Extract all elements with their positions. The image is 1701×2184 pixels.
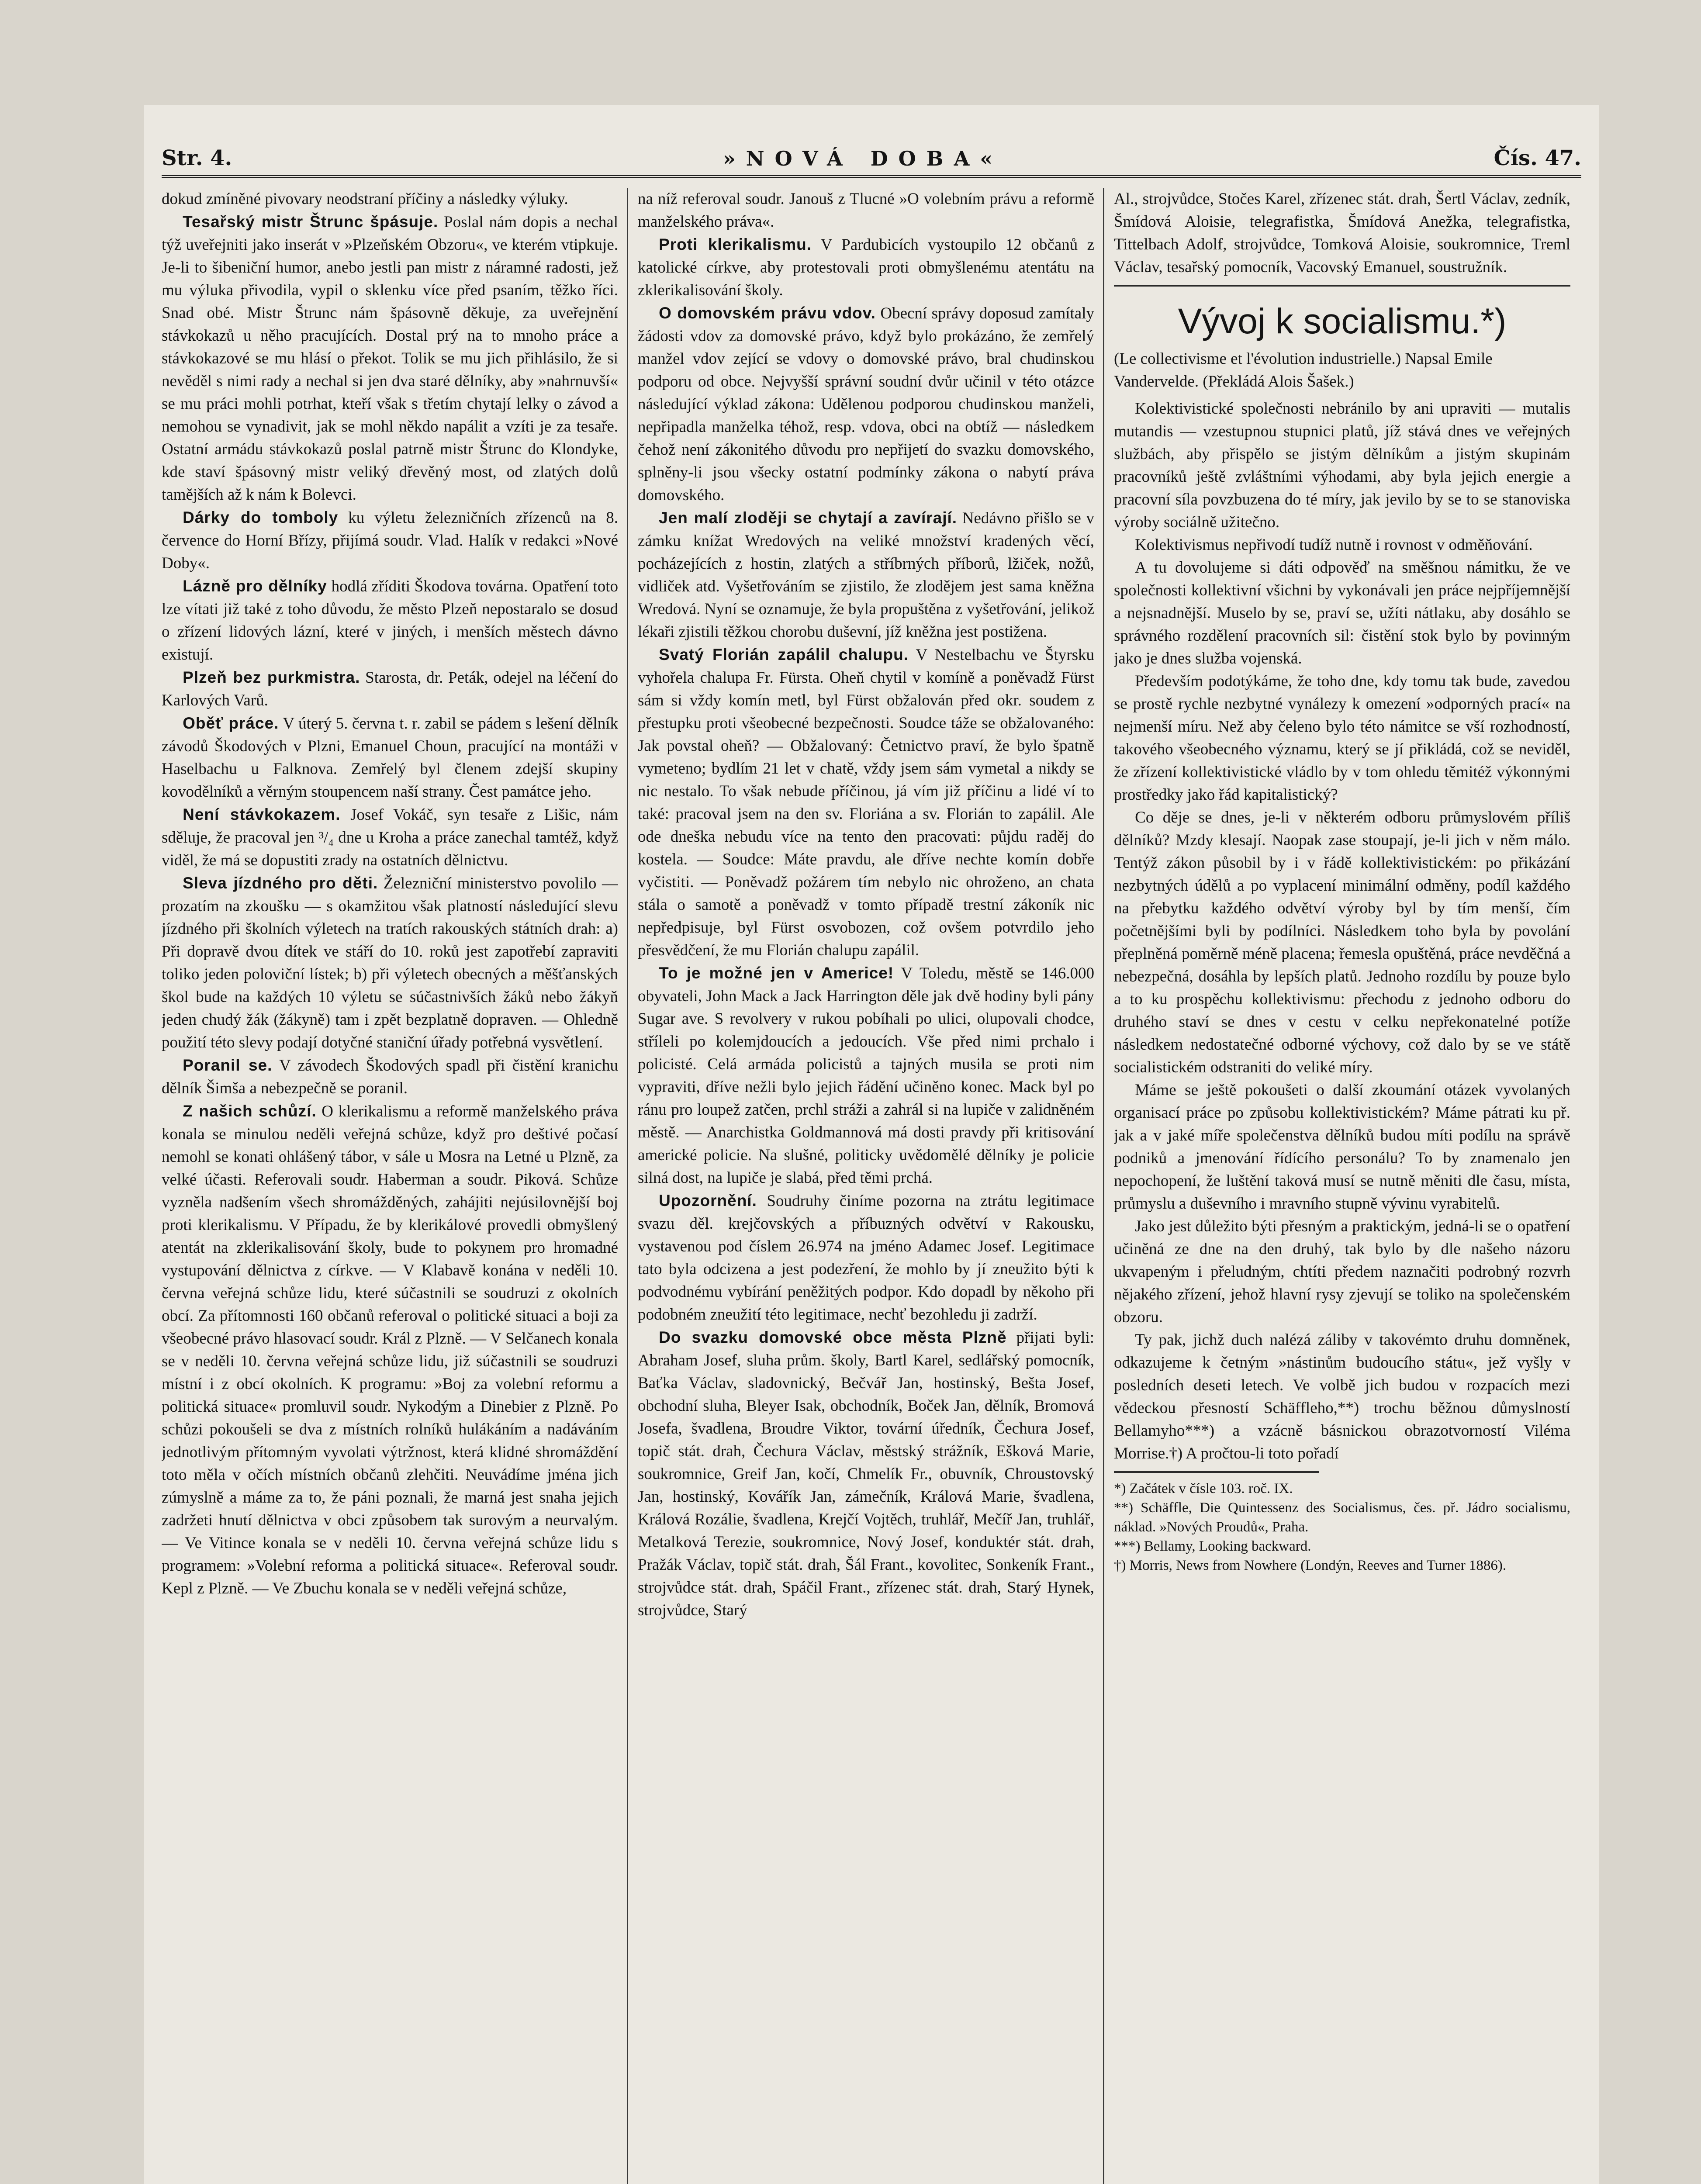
news-item-heading: Sleva jízdného pro děti. — [183, 874, 378, 892]
news-item-text: Starosta, dr. Peták, odejel na léčení do Karlových Varů. — [162, 669, 618, 709]
news-item — [638, 962, 1094, 1189]
article-subtitle: (Le collectivisme et l'évolution industrielle.) Napsal Emile Vandervelde. (Překládá Alois Šašek.) — [1114, 350, 1493, 390]
news-item-text: ku výletu železničních zřízenců na 8. července do Horní Břízy, přijímá soudr. Vlad. Halík v redakci »Nové Doby«. — [162, 509, 618, 572]
news-item — [162, 803, 618, 872]
newspaper-page — [144, 105, 1599, 2184]
article-paragraph: Kolektivismus nepřivodí tudíž nutně i rovnost v odměňování. — [1135, 536, 1533, 554]
footnote: ***) Bellamy, Looking backward. — [1114, 1538, 1311, 1554]
section-rule — [1114, 285, 1570, 287]
column-3-intro: Al., strojvůdce, Stočes Karel, zřízenec stát. drah, Šertl Václav, zedník, Šmídová Aloisie, telegrafistka, Šmídová Anežka, telegrafistka, Tittelbach Adolf, strojvůdce, Tomková Aloisie, soukromnice, Treml Václav, tesařský pomocník, Vacovský Emanuel, soustružník. — [1114, 190, 1570, 276]
news-item-text: dokud zmíněné pivovary neodstraní příčiny a následky výluky. — [162, 190, 568, 208]
issue-number: Čís. 47. — [1494, 146, 1581, 170]
article-title: Vývoj k socialismu.*) — [1178, 301, 1507, 341]
footnote-rule — [1114, 1471, 1319, 1473]
news-item — [638, 188, 1094, 233]
news-item — [638, 507, 1094, 643]
footnote: †) Morris, News from Nowhere (Londýn, Reeves and Turner 1886). — [1114, 1558, 1507, 1573]
news-item-text: O klerikalismu a reformě manželského práva konala se minulou neděli veřejná schůze, když pro deštivé počasí nemohl se konati ohlášený tábor, v sále u Mosra na Letné u Plzně, za velké účasti. Referovali soudr. Haberman a soudr. Piková. Schůze vyzněla nadšením všech shromážděných, zahájiti nejúsilovnější boj proti klerikalismu. V Případu, že by klerikálové provedli obmyšlený atentát na zklerikalisování školy, bude to pokynem pro hromadné vystupování dělnictva z církve. — V Klabavě konána v neděli 10. června veřejná schůze lidu, které súčastnili se soudruzi z okolních obcí. Za přítomnosti 160 občanů referoval o politické situaci a boji za všeobecné právo hlasovací soudr. Král z Plzně. — V Selčanech konala se v neděli 10. června veřejná schůze lidu, již súčastnili se soudruzi místní i z obcí okolních. K programu: »Boj za volební reformu a politická situace« promluvil soudr. Nykodým a Dinebier z Plzně. Po schůzi pokoušeli se dva z místních rolníků hulákáním a nadáváním jednotlivým přítomným vyvolati výtržnost, která klidné shromáždění toto měla v očích místních občanů zlehčiti. Neuvádíme jména jich zúmyslně a máme za to, že páni poznali, že marná jest snaha jejich zadržeti hnutí dělnictva v obci způsobem tak surovým a neurvalým. — Ve Vitince konala se v neděli 10. června veřejná schůze lidu s programem: »Volební reforma a politická situace«. Referoval soudr. Kepl z Plzně. — Ve Zbuchu konala se v neděli veřejná schůze, — [162, 1102, 618, 1597]
news-item-heading: Svatý Florián zapálil chalupu. — [659, 646, 909, 663]
column-3 — [1114, 188, 1570, 2184]
news-item-text: V Nestelbachu ve Štyrsku vyhořela chalupa Fr. Fürsta. Oheň chytil v komíně a poněvadž Fürst sám si vždy komín metl, byl Fürst obžalován před okr. soudem z přestupku proti všeobecné bezpečnosti. Soudce táže se obžalovaného: Jak povstal oheň? — Obžalovaný: Četnictvo praví, že bylo špatně vymeteno; bydlím 21 let v chatě, vždy jsem sám vymetal a nikdy se nic nestalo. To však nebude příčinou, já vím již příčinu a lidé ví to také: pracoval jsem na den sv. Floriána a sv. Florián to zapálil. Ale ode dneška nebudu více na tento den pracovati: půjdu raděj do kostela. — Soudce: Máte pravdu, ale dříve nechte komín dobře vyčistiti. — Poněvadž požárem tím nebylo nic ohroženo, an chata stála o samotě a poněvadž v tomto případě trestní zákoník nic nepředpisuje, byl Fürst osvobozen, což ovšem potvrdilo jeho přesvědčení, že mu Florián chalupu zapálil. — [638, 646, 1094, 959]
news-item — [162, 188, 618, 211]
news-item-heading: Oběť práce. — [183, 714, 279, 732]
news-item-text: přijati byli: Abraham Josef, sluha prům. školy, Bartl Karel, sedlářský pomocník, Baťka Václav, sladovnický, Bečvář Jan, hostinský, Bešta Josef, obchodní sluha, Bleyer Isak, obchodník, Boček Jan, dělník, Bromová Josefa, švadlena, Broudre Viktor, tovární úředník, Čechura Josef, topič stát. drah, Čechura Václav, městský strážník, Ešková Marie, soukromnice, Greif Jan, kočí, Chmelík Fr., obuvník, Chroustovský Jan, hostinský, Kovářík Jan, zámečník, Králová Marie, švadlena, Králová Rozálie, švadlena, Krejčí Vojtěch, truhlář, Mečíř Jan, truhlář, Metalková Terezie, soukromnice, Nový Josef, konduktér stát. drah, Pražák Václav, topič stát. drah, Šál Frant., kovolitec, Sonkeník Frant., strojvůdce stát. drah, Spáčil Frant., zřízenec stát. drah, Starý Hynek, strojvůdce, Starý — [638, 1329, 1094, 1619]
news-item-heading: To je možné jen v Americe! — [659, 964, 894, 982]
article-paragraph: Máme se ještě pokoušeti o další zkoumání otázek vyvolaných organisací práce po způsobu kollektivistickém? Máme pátrati ku př. jak a v jaké míře společenstva dělníků budou míti podílu na správě podniků a jmenování řídícího personálu? To by znamenalo jen nepochopení, že luštění taková musí se nutně měniti dle času, místa, průmyslu a duševního i mravního stupně vývinu vyrabitelů. — [1114, 1081, 1570, 1213]
news-item-heading: Tesařský mistr Štrunc špásuje. — [183, 213, 439, 231]
news-item-text: V Toledu, městě se 146.000 obyvateli, John Mack a Jack Harrington děle jak dvě hodiny byli pány Sugar ave. S revolvery v rukou pobíhali po ulici, olupovali chodce, stříleli po kolemjdoucích a jedoucích. Vše před nimi prchalo i policisté. Celá armáda policistů a tajných musila se proti nim vypraviti, dříve nežli bylo jejich řádění učiněno konec. Mack byl po ránu pro loupež zatčen, prchl stráži a zahrál si na lupiče v zalidněném městě. — Anarchistka Goldmannová má dosti pravdy při kritisování americké policie. Na slušné, politicky uvědomělé dělníky je policie silná dost, na lupiče je slabá, před těmi prchá. — [638, 964, 1094, 1187]
news-item-heading: Dárky do tomboly — [183, 508, 339, 526]
article-paragraph: A tu dovolujeme si dáti odpověď na směšnou námitku, že ve společnosti kollektivní všichni by vykonávali jen práce nejpříjemnější a nejsnadnější. Muselo by se, praví se, užíti nátlaku, aby dosáhlo se správného rozdělení pracovních sil: čistění stok bylo by povinným jako je dnes služba vojenská. — [1114, 559, 1570, 667]
news-item-text: Josef Vokáč, syn tesaře z Lišic, nám sděluje, že pracoval jen ³/₄ dne u Kroha a práce zanechal tamtéž, když viděl, že má se dopustiti zrady na ostatních dělnictvu. — [162, 806, 618, 869]
news-item-text: na níž referoval soudr. Janouš z Tlucné »O volebním právu a reformě manželského práva«. — [638, 190, 1094, 231]
page-header — [162, 118, 1581, 178]
article-body — [1114, 397, 1570, 1465]
column-1 — [162, 188, 618, 2184]
news-item-text: Nedávno přišlo se v zámku knížat Wredových na veliké množství kradených věcí, pocházejících z hostin, zlatých a stříbrných příborů, lžiček, nožů, vidliček atd. Vyšetřováním se zjistilo, že zlodějem jest sama kněžna Wredová. Nyní se oznamuje, že byla propuštěna z vyšetřování, jelikož lékaři zjistili těžkou chorobu duševní, jíž kněžna jest postižena. — [638, 509, 1094, 641]
footnote: *) Začátek v čísle 103. roč. IX. — [1114, 1481, 1293, 1496]
newspaper-title: »NOVÁ DOBA« — [723, 147, 1003, 170]
news-item-heading: O domovském právu vdov. — [659, 304, 876, 322]
news-item-heading: Plzeň bez purkmistra. — [183, 668, 360, 686]
news-item-heading: Proti klerikalismu. — [659, 235, 812, 253]
news-item — [162, 712, 618, 803]
news-item — [162, 1054, 618, 1100]
footnotes — [1114, 1479, 1570, 1575]
article-paragraph: Co děje se dnes, je-li v některém odboru průmyslovém příliš dělníků? Mzdy klesají. Naopak zase stoupají, je-li jich v něm málo. Tentýž zákon působil by i v řádě kollektivistickém: po přikázání nezbytných údělů a po vyplacení minimální odměny, podíl každého na přebytku každého odvětví výroby byl by tím menší, čím početnějšími byli by podílníci. Následkem toho byla by povolání přeplněná poměrně méně placena; řemesla opuštěná, práce nevděčná a nebezpečná, dosáhla by lepších platů. Jednoho rozdílu by pouze bylo a to ku prospěchu kollektivismu: přechodu z jednoho odboru do druhého staví se dnes v cestu v celku nepřekonatelné potíže následkem nedostatečné odborné výchovy, což dalo by se ve státě socialistickém odstraniti do veliké míry. — [1114, 809, 1570, 1076]
footnote: **) Schäffle, Die Quintessenz des Socialismus, čes. př. Jádro socialismu, náklad. »Nových Proudů«, Praha. — [1114, 1500, 1570, 1535]
article-paragraph: Ty pak, jichž duch nalézá záliby v takovémto druhu domněnek, odkazujeme k četným »nástinům budoucího státu«, jež vyšly v posledních deseti letech. Ve volbě jich budou v rozpacích mezi vědeckou přesností Schäffleho,**) trochu běžnou důmyslností Bellamyho***) a vzácně básnickou obrazotvorností Viléma Morrise.†) A pročtou-li toto pořadí — [1114, 1331, 1570, 1462]
news-item-text: Železniční ministerstvo povolilo — prozatím na zkoušku — s okamžitou však platností následující slevu jízdného při školních výletech na tratích rakouských státních drah: a) Při dopravě dvou dítek ve stáří do 10. roků jest zapotřebí zapraviti toliko jeden poloviční lístek; b) při výletech obecných a měšťanských škol bude na každých 10 výletu se súčastnivších žáků nebo žákyň jeden chudý žák (žákyně) tam i zpět bezplatně dopraven. — Ohledně použití této slevy podají dotyčné staniční úřady potřebná vysvětlení. — [162, 874, 618, 1051]
news-item — [162, 1100, 618, 1600]
news-item-text: hodlá zříditi Škodova továrna. Opatření toto lze vítati již také z toho důvodu, že město Plzeň nepostaralo se dosud o zřízení lidových lázní, které v jiných, i menších městech dávno existují. — [162, 577, 618, 663]
news-item — [162, 872, 618, 1054]
column-divider — [1103, 188, 1104, 2184]
page-number: Str. 4. — [162, 146, 232, 170]
news-item — [638, 302, 1094, 507]
news-item — [638, 233, 1094, 302]
news-item — [162, 666, 618, 712]
news-item-text: Poslal nám dopis a nechal týž uveřejniti jako inserát v »Plzeňském Obzoru«, ve kterém vtipkuje. Je-li to šibeniční humor, anebo jestli pan mistr z náramné radosti, jež mu výluka přivodila, vypil o sklenku více před psaním, těžko říci. Snad obé. Mistr Štrunc nám špásovně děkuje, za uveřejnění stávkokazů u něho pracujících. Dostal prý na to mnoho práce a stávkokazové se mu hlásí o překot. Tolik se mu jich přihlásilo, že si nevěděl s nimi rady a nechal si jen dva staré dělníky, aby »nahrnuvší« se mu práci mohli potrhat, kteří však s třetím chytají lelky o závod a nemohou se vynadivit, jak se mohl někdo napálit a vzíti je za tesaře. Ostatní armádu stávkokazů poslal patrně mistr Štrunc do Klondyke, kde staví špásovný mistr veliký dřevěný most, od zlatých dolů tamějších až k nám k Bolevci. — [162, 213, 618, 504]
news-item-heading: Do svazku domovské obce města Plzně — [659, 1328, 1007, 1346]
news-item — [162, 575, 618, 666]
news-item-text: V závodech Škodových spadl při čistění kranichu dělník Šimša a nebezpečně se poranil. — [162, 1057, 618, 1097]
news-item — [638, 643, 1094, 962]
article-paragraph: Kolektivistické společnosti nebránilo by ani upraviti — mutalis mutandis — vzestupnou stupnici platů, jíž stává dnes ve veřejných službách, aby přispělo se jistým dělníkům a jistým skupinám pracovníků ještě zvláštními výhodami, aby byla jejich energie a pracovní síla povzbuzena do té míry, jak jevilo by se to se stanoviska výroby sociálně užitečno. — [1114, 400, 1570, 531]
news-item-heading: Z našich schůzí. — [183, 1102, 317, 1120]
news-item — [638, 1189, 1094, 1326]
news-item — [638, 1326, 1094, 1622]
news-item-heading: Není stávkokazem. — [183, 805, 341, 823]
column-2 — [638, 188, 1094, 2184]
news-item-heading: Upozornění. — [659, 1192, 757, 1209]
news-item — [162, 211, 618, 506]
news-item-heading: Jen malí zloději se chytají a zavírají. — [659, 509, 958, 527]
news-item-text: Obecní správy doposud zamítaly žádosti vdov za domovské právo, když bylo prokázáno, že zemřelý manžel vdov zející se vdovy o domovské právo, bral chudinskou podporu od obce. Nejvyšší správní soudní dvůr učinil v této otázce následující výklad zákona: Udělenou podporou chudinskou manželi, nepřipadla manželka téhož, resp. vdova, obci na obtíž — následkem čehož není zákonitého důvodu pro nepřijetí do svazku domovského, splněny-li jsou všecky ostatní podmínky zákona o nabytí práva domovského. — [638, 304, 1094, 504]
news-item-text: V Pardubicích vystoupilo 12 občanů z katolické církve, aby protestovali proti obmyšlenému atentátu na zklerikalisování školy. — [638, 236, 1094, 299]
news-item-heading: Lázně pro dělníky — [183, 577, 327, 595]
news-item — [162, 506, 618, 575]
news-item-text: Soudruhy činíme pozorna na ztrátu legitimace svazu děl. krejčovských a příbuzných odvětví v Rakousku, vystavenou pod číslem 26.974 na jméno Adamec Josef. Legitimace tato byla odcizena a jest podezření, že mohlo by jí zneužito býti k podvodnému vybírání peněžitých podpor. Kdo dopadl by někoho při podobném zneužití této legitimace, nechť bezohledu ji zadrží. — [638, 1192, 1094, 1324]
news-item-heading: Poranil se. — [183, 1056, 273, 1074]
news-item-text: V úterý 5. června t. r. zabil se pádem s lešení dělník závodů Škodových v Plzni, Emanuel Choun, pracující na montáži v Haselbachu u Falknova. Zemřelý byl členem zdejší skupiny kovodělníků a věrným stoupencem naší strany. Čest památce jeho. — [162, 715, 618, 801]
column-divider — [627, 188, 628, 2184]
article-paragraph: Především podotýkáme, že toho dne, kdy tomu tak bude, zavedou se prostě rychle nezbytné vynálezy k omezení »odporných prací« na nejmenší míru. Než aby čeleno bylo této námitce se vší rozhodností, takového všeobecného významu, který se jí přikládá, což se neviděl, že zřízení kollektivistické vládlo by v tom ohledu těmitéž výkonnými prostředky jako řád kapitalistický? — [1114, 672, 1570, 804]
article-paragraph: Jako jest důležito býti přesným a praktickým, jedná-li se o opatření učiněná ze dne na den druhý, tak bylo by dle našeho názoru ukvapeným i přeludným, chtíti předem naznačiti podrobný rozvrh nějakého zřízení, jehož hlavní rysy zjevují se toliko na společenském obzoru. — [1114, 1217, 1570, 1326]
